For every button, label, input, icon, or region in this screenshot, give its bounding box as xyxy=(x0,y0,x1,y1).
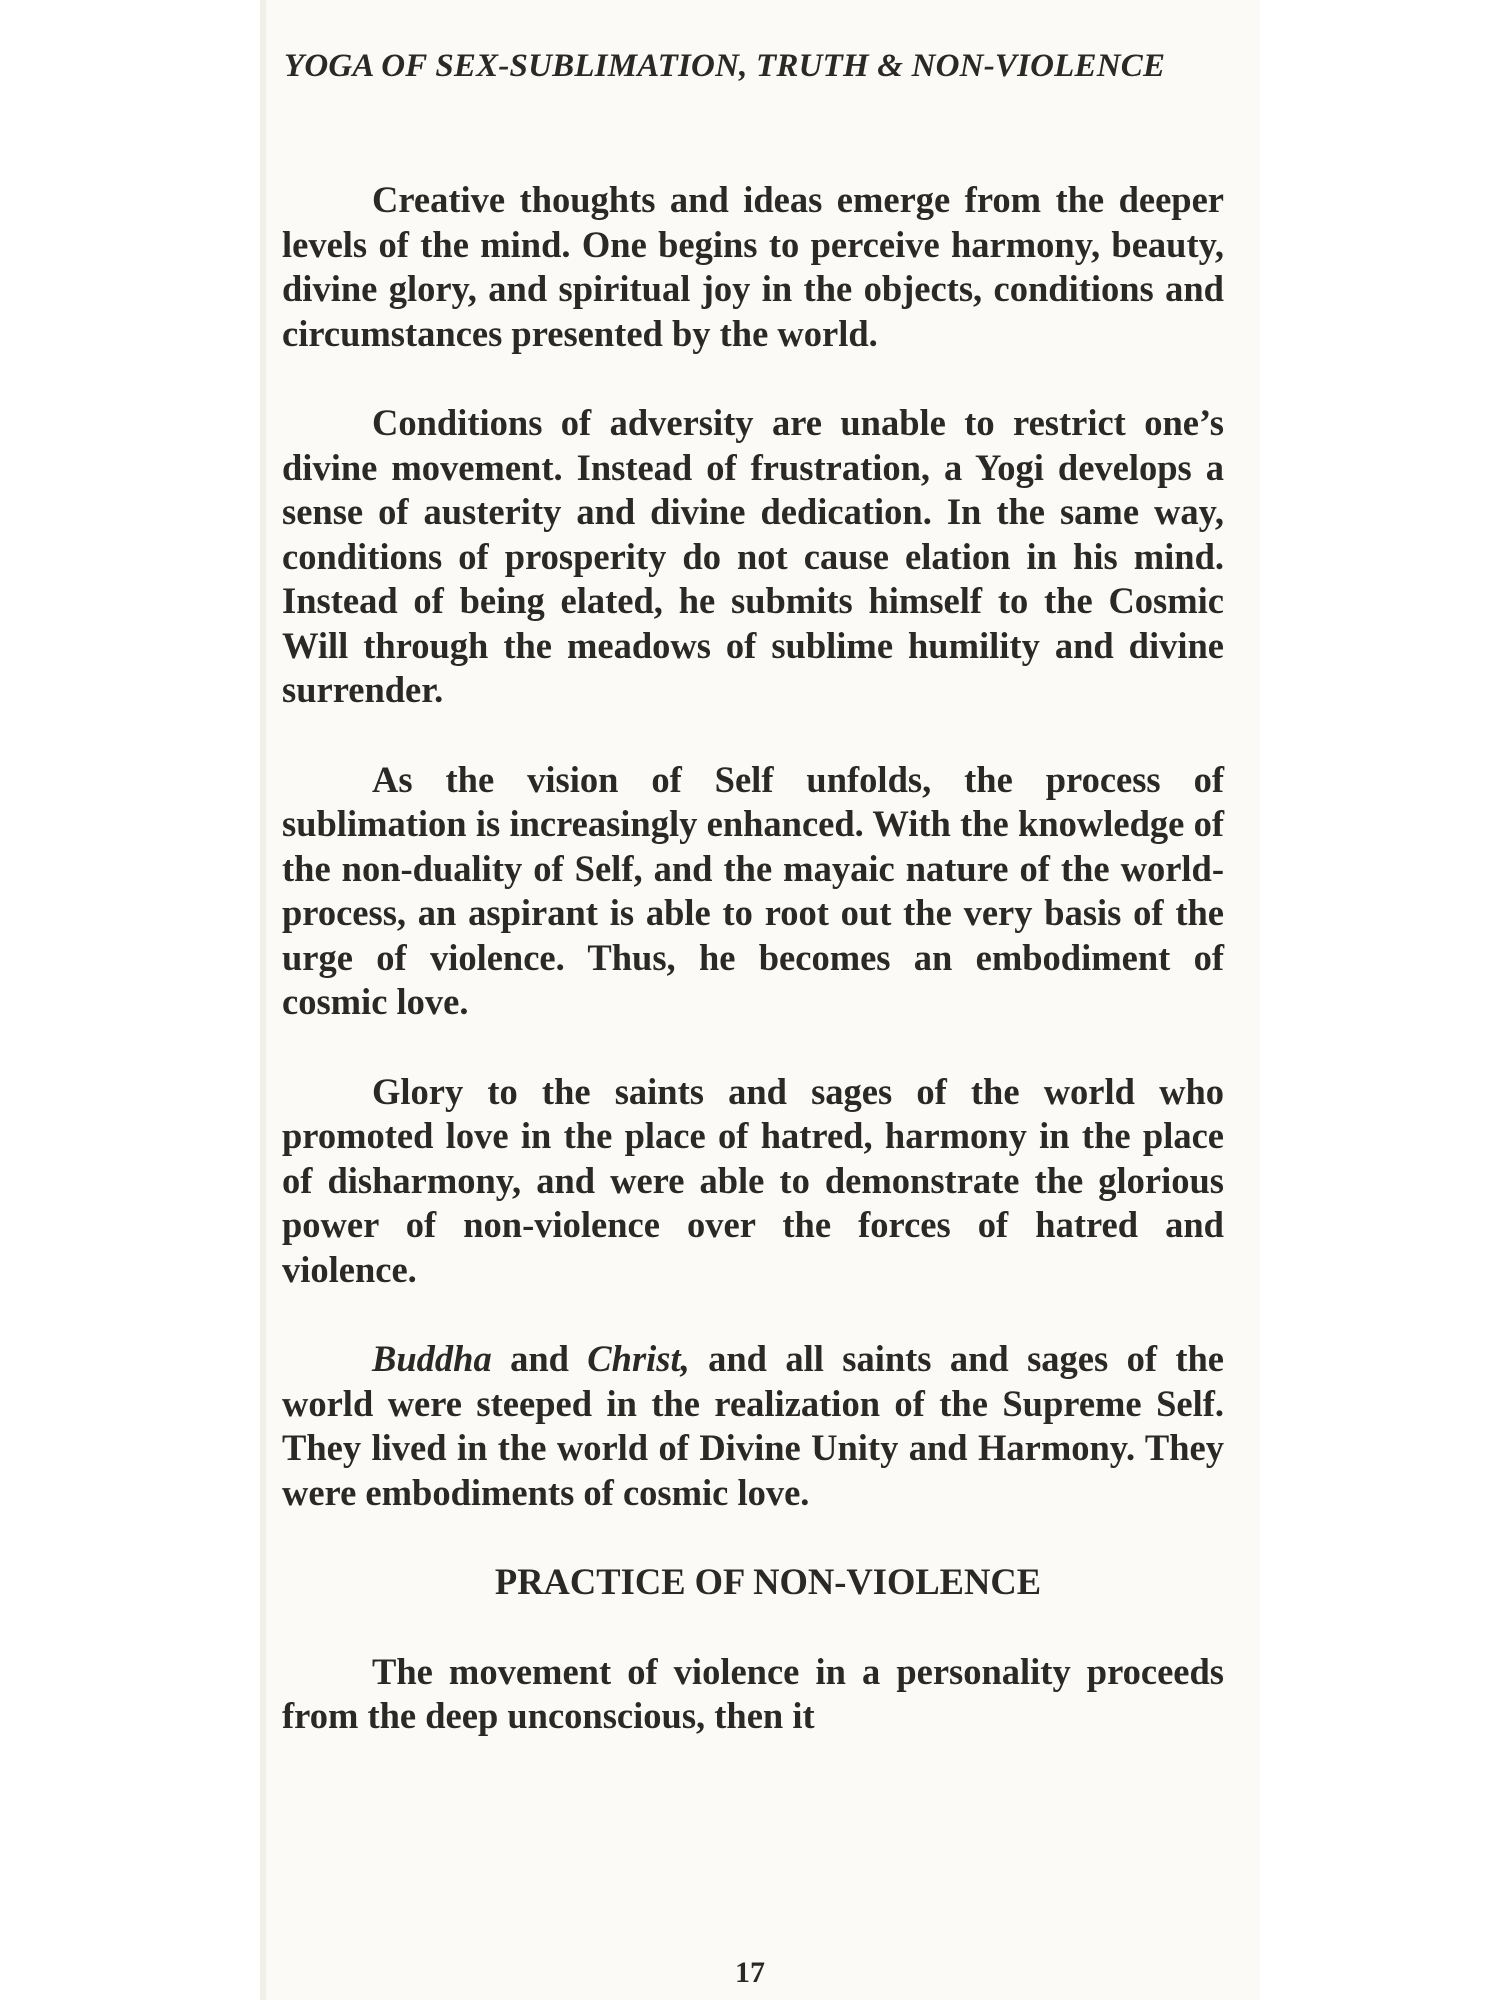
paragraph-buddha-christ-rest: and all saints and sages of the world were steeped in the realization of the Supreme Self. They lived in the world of Divine Unity and Harmony. They were embodiments of cosmic love. xyxy=(282,1338,1224,1513)
section-heading: PRACTICE OF NON-VIOLENCE xyxy=(494,1561,1042,1602)
page-gutter-shadow xyxy=(260,0,266,2000)
paragraph-creative-thoughts: Creative thoughts and ideas emerge from the deeper levels of the mind. One begins to perceive harmony, beauty, divine glory, and spiritual joy in the objects, conditions and circumstances presented by the world. xyxy=(282,179,1224,354)
body-text xyxy=(282,178,1224,1739)
term-christ: Christ, xyxy=(587,1338,690,1379)
term-buddha: Buddha xyxy=(372,1338,492,1379)
paragraph-vision-of-self: As the vision of Self unfolds, the process of sublimation is increasingly enhanced. With the knowledge of the non-duality of Self, and the mayaic nature of the world-process, an aspirant is able to root out the very basis of the urge of violence. Thus, he becomes an embodiment of cosmic love. xyxy=(282,758,1224,1022)
paragraph-conditions-of-adversity: Conditions of adversity are unable to restrict one’s divine movement. Instead of frustration, a Yogi develops a sense of austerity and divine dedication. In the same way, conditions of prosperity do not cause elation in his mind. Instead of being elated, he submits himself to the Cosmic Will through the meadows of sublime humility and divine surrender. xyxy=(282,402,1224,710)
paragraph-glory-to-saints: Glory to the saints and sages of the world who promoted love in the place of hatred, harmony in the place of disharmony, and were able to demonstrate the glorious power of non-violence over the forces of hatred and violence. xyxy=(282,1070,1224,1290)
paragraph-movement-of-violence: The movement of violence in a personality proceeds from the deep unconscious, then it xyxy=(282,1650,1224,1736)
page-number: 17 xyxy=(735,1956,765,1989)
running-head: YOGA OF SEX-SUBLIMATION, TRUTH & NON-VIOLENCE xyxy=(284,48,1166,84)
paragraph-buddha-and-christ xyxy=(282,1337,1224,1515)
text-and: and xyxy=(491,1338,588,1379)
